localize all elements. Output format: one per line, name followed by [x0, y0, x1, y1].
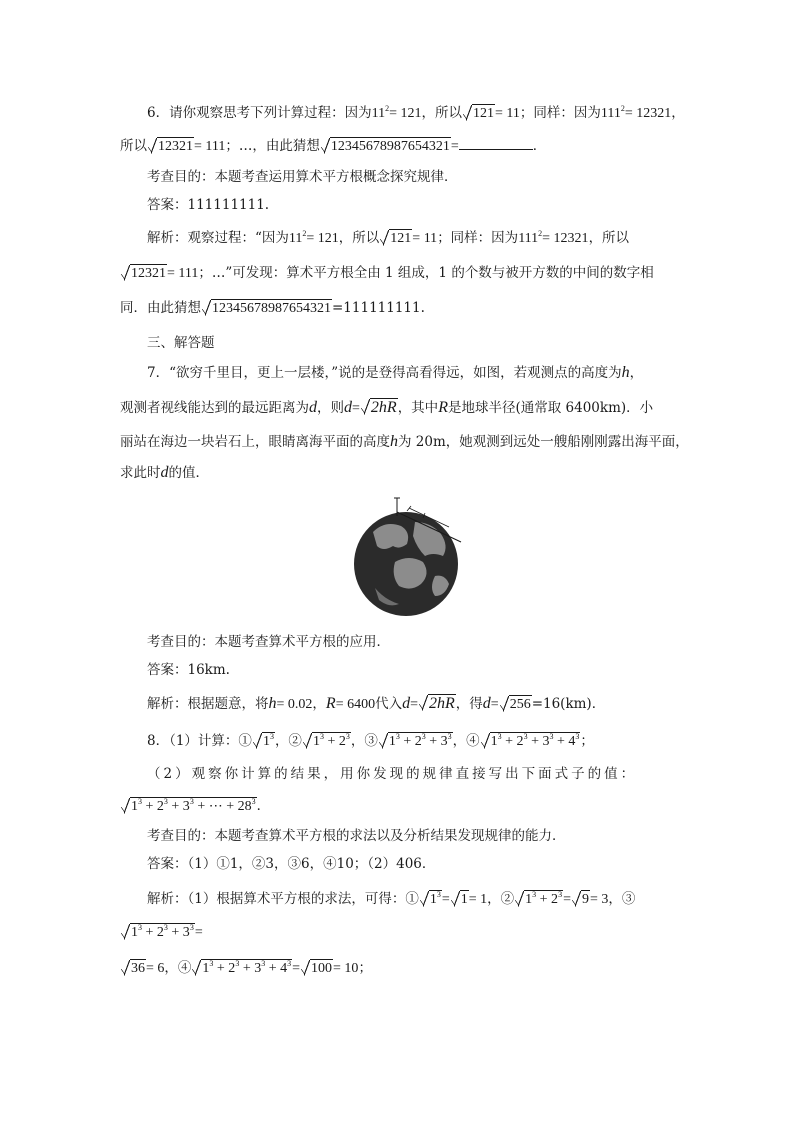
num: = 10	[333, 961, 359, 976]
section-title: 三、解答题	[147, 335, 215, 351]
q8-line-1	[147, 731, 594, 752]
text: 7．“欲穷千里目，更上一层楼，”说的是登得高看得远，如图，若观测点的高度为	[147, 365, 622, 381]
text: ，所以	[338, 230, 380, 246]
num: =	[450, 139, 459, 154]
num: =	[563, 892, 571, 907]
exponent: 2	[538, 229, 543, 238]
q7-answer: 答案：16km.	[147, 662, 230, 678]
text: 观测者视线能达到的最远距离为	[120, 400, 309, 416]
q8-answer: 答案：（1）①1，②3，③6，④10；（2）406．	[147, 856, 436, 872]
var: h	[621, 364, 630, 381]
radicand: 1	[460, 892, 468, 907]
q7-purpose: 考查目的：本题考查算术平方根的应用．	[147, 634, 390, 650]
var: d	[160, 464, 169, 481]
text: ，	[312, 696, 326, 712]
num: = 6400	[335, 697, 376, 712]
num: = 6	[146, 961, 165, 976]
var: d	[482, 695, 491, 712]
text: 解析：观察过程：“因为	[147, 230, 289, 246]
num: = 11	[412, 231, 438, 246]
num: 11	[371, 106, 386, 121]
text: 同．由此猜想	[120, 300, 201, 316]
sqrt	[500, 695, 532, 715]
sqrt	[420, 890, 442, 910]
q6-explanation-1	[147, 228, 629, 249]
q6-explanation-2	[120, 263, 654, 284]
var: d	[309, 399, 317, 416]
text: ，②	[487, 891, 515, 907]
radicand: 12321	[158, 139, 193, 154]
radicand: $1^3$	[262, 732, 274, 749]
radicand: $1^3 + 2^3 + 3^3 + 4^3$	[490, 732, 580, 749]
radicand: 121	[390, 231, 412, 246]
num: = 111	[194, 139, 226, 154]
q8-line-3	[120, 796, 270, 817]
text: ；…，由此猜想	[225, 138, 320, 154]
var: d	[344, 399, 352, 416]
q6-line-2	[120, 136, 546, 157]
q7-explanation	[147, 694, 605, 715]
radicand: $1^3 + 2^3 + 3^3 + 4^3$	[202, 959, 292, 976]
var: h	[268, 695, 277, 712]
text: ，则	[317, 400, 344, 416]
q8-explanation-1	[147, 889, 635, 910]
text: 解析：（1）根据算术平方根的求法，可得：①	[147, 891, 419, 907]
text: ，	[671, 105, 685, 121]
text: ，其中	[397, 400, 439, 416]
text: ；	[580, 733, 594, 749]
sqrt	[148, 137, 194, 157]
sqrt	[419, 694, 456, 714]
sqrt	[121, 264, 167, 284]
q8-purpose: 考查目的：本题考查算术平方根的求法以及分析结果发现规律的能力．	[147, 828, 566, 844]
radicand: $1^3$	[429, 890, 441, 907]
radicand: 2hR	[370, 399, 397, 416]
radicand: 9	[581, 892, 589, 907]
sqrt	[192, 959, 292, 979]
num: = 11	[494, 106, 520, 121]
sqrt	[451, 890, 469, 910]
text: ；同样：因为	[519, 105, 601, 121]
q7-line-2	[120, 398, 653, 419]
num: = 121	[389, 106, 422, 121]
sqrt	[303, 732, 351, 752]
q6-explanation-3	[120, 298, 425, 319]
q8-line-2: （2）观察你计算的结果，用你发现的规律直接写出下面式子的值：	[147, 766, 638, 782]
text: 是地球半径(通常取 6400km)．小	[447, 400, 654, 416]
text: ，③	[350, 733, 378, 749]
sqrt	[380, 229, 412, 249]
text: ；	[358, 960, 372, 976]
text: ，	[629, 365, 644, 381]
text: ；…”可发现：算术平方根全由 1 组成，1 的个数与被开方数的中间的数字相	[198, 265, 654, 281]
num: = 121	[306, 231, 339, 246]
text: ，得	[455, 696, 483, 712]
radicand: 256	[509, 697, 531, 712]
text: ．	[532, 138, 547, 154]
q6-purpose: 考查目的：本题考查运用算术平方根概念探究规律．	[147, 169, 458, 185]
radicand: $1^3 + 2^3 + 3^3$ + ⋯ + $28^3$	[131, 797, 256, 814]
q6-answer: 答案：111111111.	[147, 197, 270, 213]
var: h	[390, 433, 398, 450]
math	[518, 231, 588, 246]
answer-blank	[459, 137, 533, 150]
var: R	[325, 695, 336, 712]
radicand: 12321	[131, 266, 166, 281]
radicand: $1^3 + 2^3$	[312, 732, 350, 749]
text: ；同样：因为	[437, 230, 519, 246]
text: 6．请你观察思考下列计算过程：因为	[147, 105, 372, 121]
num: =	[194, 925, 203, 940]
sqrt	[379, 732, 453, 752]
q8-explanation-3	[120, 958, 372, 979]
num: 111	[600, 106, 621, 121]
sqrt	[515, 890, 563, 910]
var: R	[438, 399, 448, 416]
radicand: $1^3 + 2^3 + 3^3$	[131, 923, 194, 940]
text: ，④	[452, 733, 480, 749]
globe-icon	[353, 492, 469, 622]
text: 为 20m，她观测到远处一艘船刚刚露出海平面，	[398, 434, 689, 450]
radicand: 12345678987654321	[330, 139, 450, 154]
sqrt	[463, 104, 495, 124]
num: = 0.02	[276, 697, 313, 712]
radicand: 121	[472, 106, 494, 121]
exponent: 2	[620, 104, 625, 113]
math	[601, 106, 671, 121]
sqrt	[121, 797, 257, 817]
text: 的值．	[168, 465, 209, 481]
q7-line-4	[120, 463, 209, 483]
num: =	[292, 961, 301, 976]
sqrt	[361, 398, 398, 418]
radicand: 2hR	[429, 695, 455, 712]
sqrt	[253, 732, 275, 752]
sqrt	[202, 299, 332, 319]
num: = 12321	[542, 231, 589, 246]
q6-line-1	[147, 103, 685, 124]
num: = 111	[167, 266, 199, 281]
text: ，④	[164, 960, 192, 976]
radicand: 36	[131, 961, 145, 976]
text: 代入	[375, 696, 403, 712]
radicand: 100	[311, 961, 333, 976]
num: =	[441, 892, 450, 907]
num: 111	[518, 231, 539, 246]
text: 求此时	[120, 465, 161, 481]
sqrt	[301, 959, 333, 979]
q7-line-1	[147, 363, 643, 383]
text: ，所以	[421, 105, 462, 121]
math	[372, 106, 422, 121]
num: 11	[288, 231, 303, 246]
text: ，③	[608, 891, 636, 907]
sqrt	[572, 890, 590, 910]
exponent: 2	[302, 229, 307, 238]
sqrt	[481, 732, 581, 752]
num: = 12321	[624, 106, 672, 121]
text: =111111111.	[332, 300, 425, 316]
sqrt	[121, 923, 195, 943]
math	[289, 231, 339, 246]
text: 8．（1）计算：①	[147, 733, 252, 749]
num: =	[352, 401, 360, 416]
q7-line-3	[120, 432, 689, 452]
num: =	[490, 697, 499, 712]
text: 丽站在海边一块岩石上，眼睛离海平面的高度	[120, 434, 390, 450]
text: ，所以	[588, 230, 630, 246]
q8-explanation-2	[120, 922, 203, 943]
var: d	[402, 695, 411, 712]
radicand: $1^3 + 2^3 + 3^3$	[388, 732, 452, 749]
num: = 1	[468, 892, 488, 907]
text: 所以	[120, 138, 147, 154]
radicand: $1^3 + 2^3$	[525, 890, 563, 907]
text: 解析：根据题意，将	[147, 696, 269, 712]
text: ，②	[274, 733, 302, 749]
sqrt	[321, 137, 451, 157]
radicand: 12345678987654321	[212, 301, 331, 316]
text: ．	[256, 798, 271, 814]
sqrt	[121, 959, 146, 979]
exponent: 2	[385, 104, 390, 113]
text: =16(km)．	[531, 696, 606, 712]
num: = 3	[589, 892, 609, 907]
num: =	[410, 697, 418, 712]
